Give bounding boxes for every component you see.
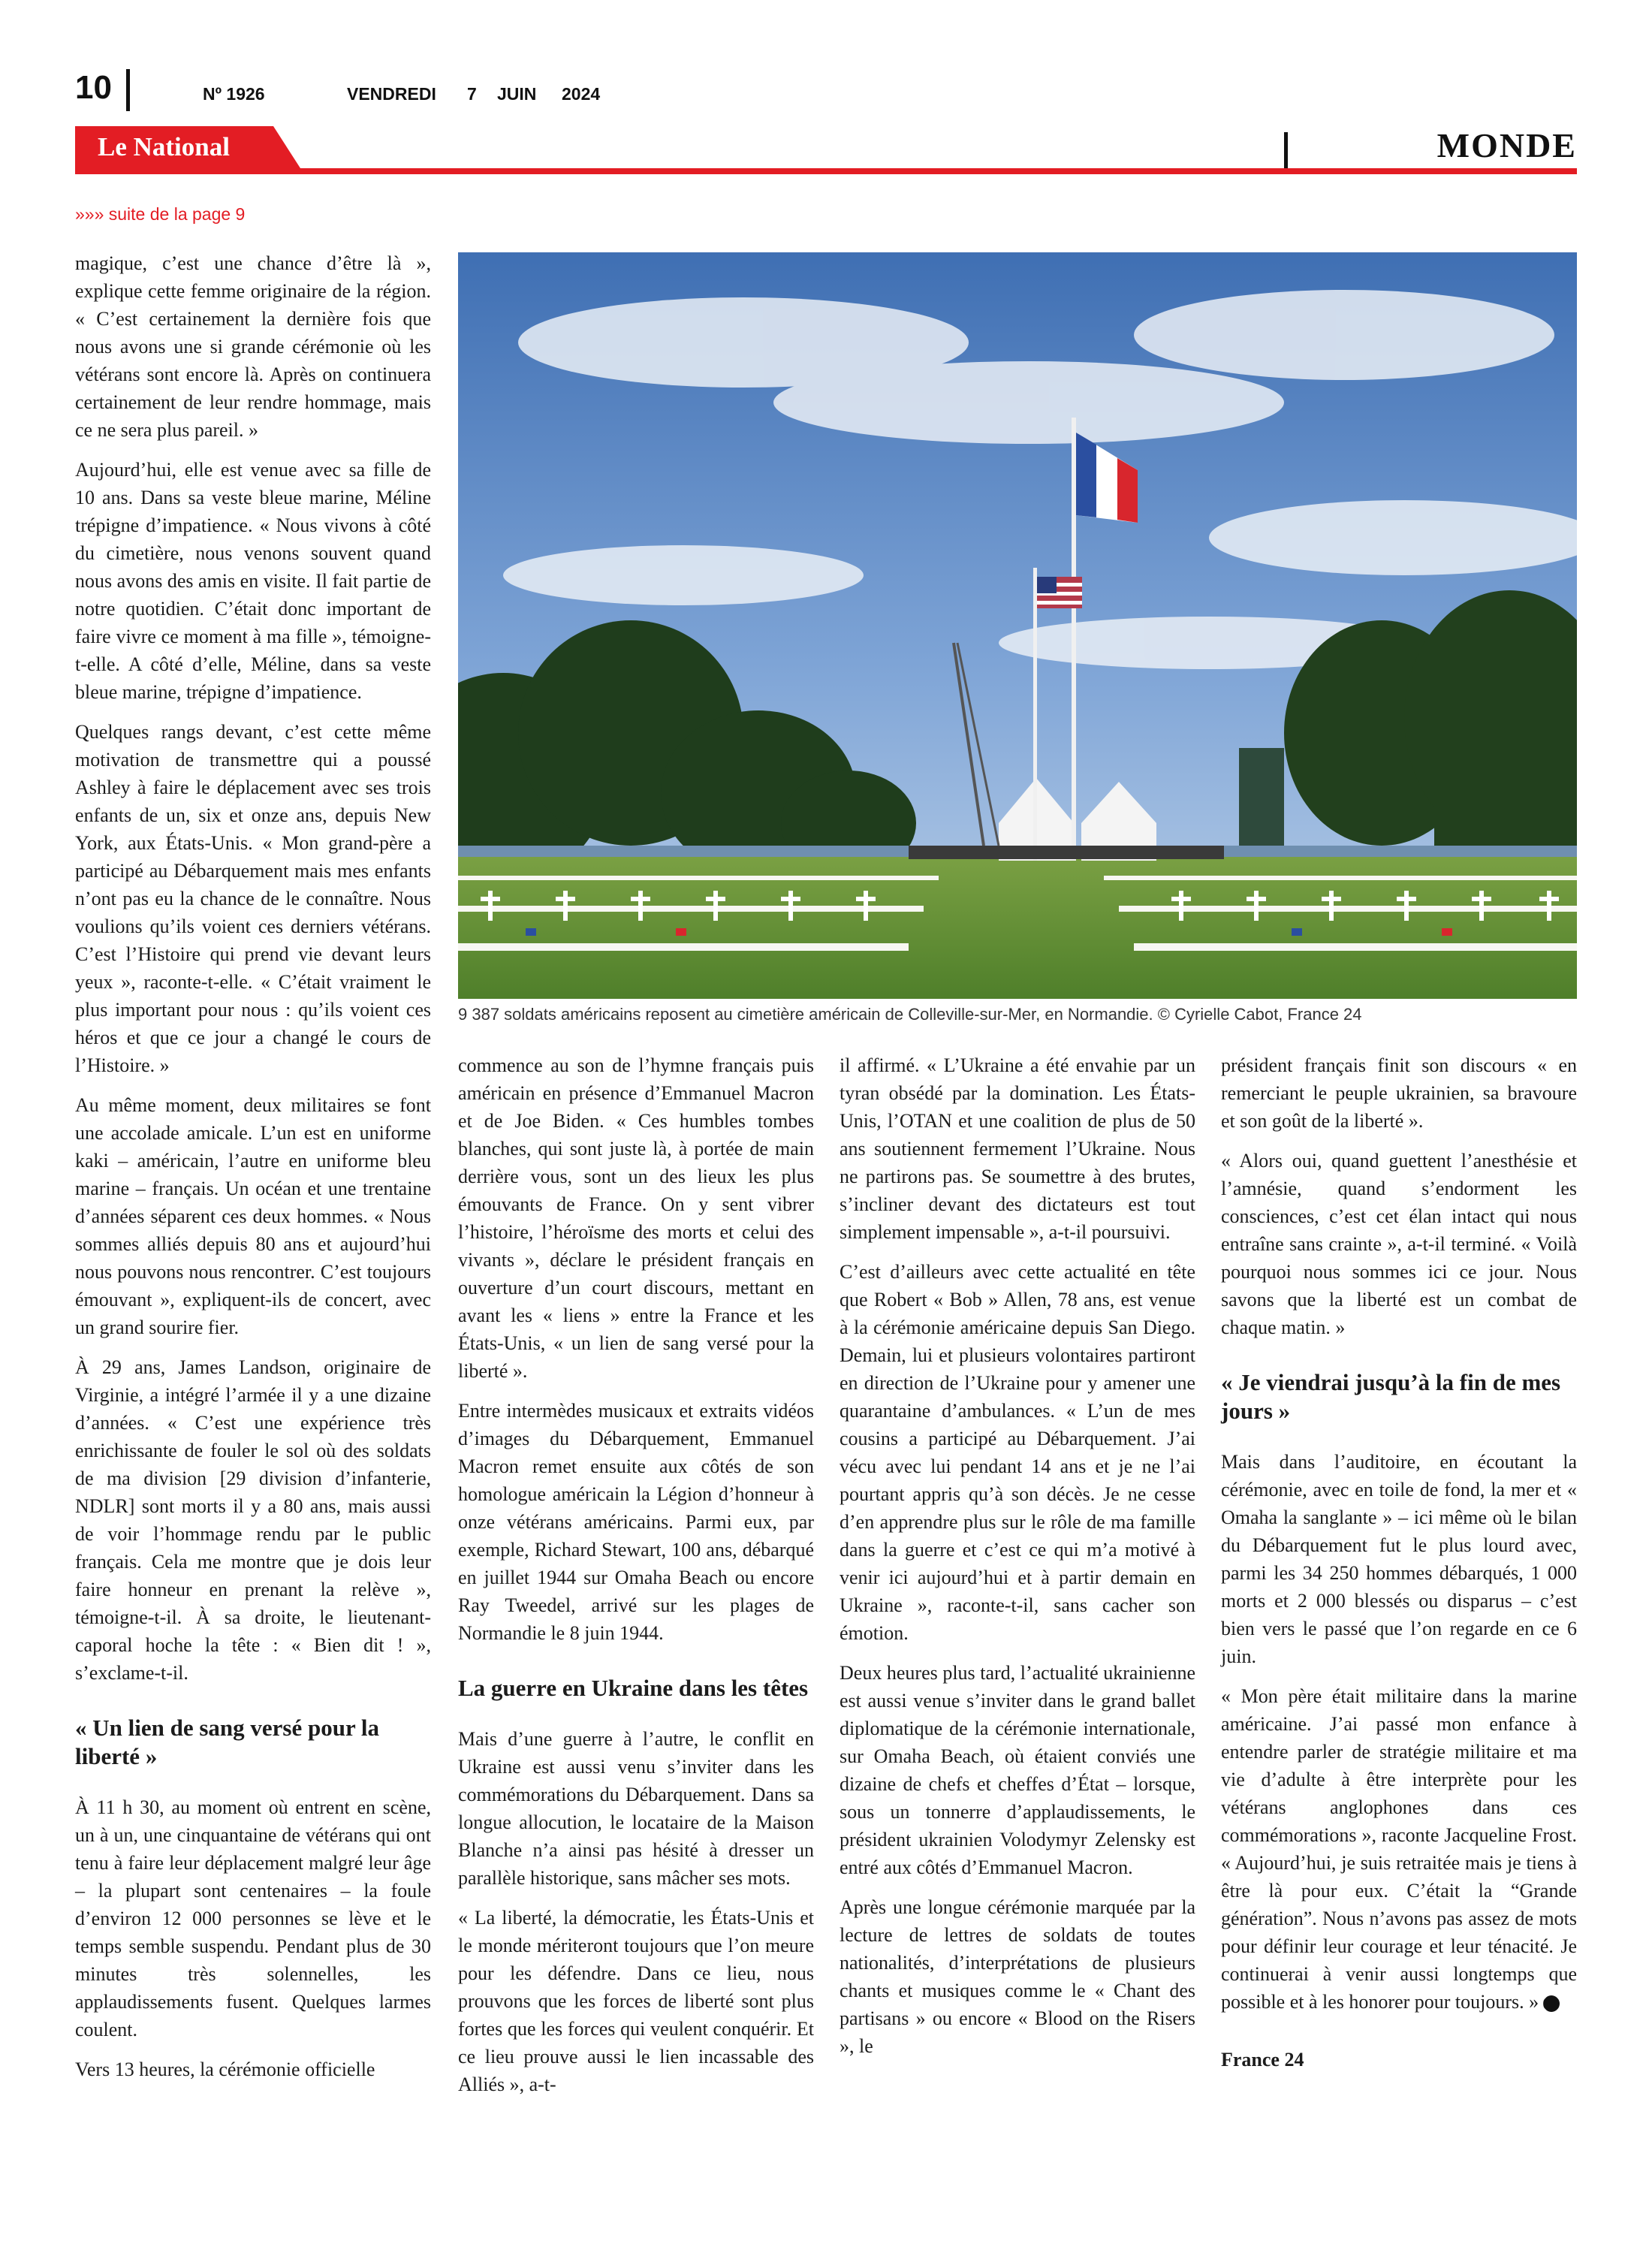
issue-year: 2024 [562,84,601,104]
page-number-divider [126,69,130,111]
page-number: 10 [75,69,112,106]
paragraph: Au même moment, deux militaires se font une accolade amicale. L’un est en uniforme kaki – américain, l’autre en uniforme bleu marine – français. Un océan et une trentaine d’années séparent ces deux hommes. « Nous sommes alliés depuis 80 ans et aujourd’hui nous pouvons nous rencontrer. C’est toujours émouvant », expliquent-ils de concert, avec un grand sourire fier. [75,1094,431,1338]
paragraph: Mais d’une guerre à l’autre, le conflit en Ukraine est aussi venu s’inviter dans les commémorations du Débarquement. Dans sa longue allocution, le locataire de la Maison Blanche n’a ainsi pas hésité à dresser un parallèle historique, sans mâcher ses mots. [458,1728,814,1889]
end-of-article-icon [1543,1995,1560,2012]
paragraph: « La liberté, la démocratie, les États-Unis et le monde mériteront toujours que l’on meure pour les défendre. Dans ce lieu, nous prouvons que les forces de liberté sont plus fortes que les forces qui veulent conquérir. Et ce lieu prouve aussi le lien incassable des Alliés », a-t- [458,1907,814,2095]
header-rule [75,168,1577,174]
paragraph: À 29 ans, James Landson, originaire de Virginie, a intégré l’armée il y a une dizaine d’années. « C’est une expérience très enrichissante de fouler le sol où des soldats de ma division [29 division d’infanterie, NDLR] sont morts il y a 80 ans, mais aussi de voir l’hommage rendu par le public français. Cela me montre que je dois leur faire honneur en prenant la relève », témoigne-t-il. À sa droite, le lieutenant-caporal hoche la tête : « Bien dit ! », s’exclame-t-il. [75,1356,431,1684]
paragraph: Après une longue cérémonie marquée par la lecture de lettres de soldats de toutes nationalités, d’interprétations de plusieurs chants et musiques comme le « Chant des partisans » ou encore « Blood on the Risers », le [840,1896,1195,2057]
section-divider [1284,132,1288,168]
paragraph: commence au son de l’hymne français puis américain en présence d’Emmanuel Macron et de Joe Biden. « Ces humbles tombes blanches, qui sont juste là, à portée de main derrière vous, sont un des lieux les plus émouvants de France. On y sent vibrer l’histoire, l’héroïsme des morts et celui des vivants », déclare le président français en ouverture d’un court discours, mettant en avant les « liens » entre la France et les États-Unis, « un lien de sang versé pour la liberté ». [458,1054,814,1382]
paragraph: « Alors oui, quand guettent l’anesthésie et l’amnésie, quand s’endorment les consciences, c’est cet élan intact qui nous entraîne sans crainte », a-t-il terminé. « Voilà pourquoi nous sommes ici ce jour. Nous savons que la liberté est un combat de chaque matin. » [1221,1150,1577,1338]
paragraph: Mais dans l’auditoire, en écoutant la cérémonie, avec en toile de fond, la mer et « Omaha la sanglante » – ici même où le bilan du Débarquement fut le plus lourd avec, parmi les 34 250 hommes débarqués, 1 000 morts et 2 000 blessés ou disparus – c’est bien vers le passé que l’on regarde en ce 6 juin. [1221,1451,1577,1667]
article-column-1 [75,249,431,2095]
subheading: « Je viendrai jusqu’à la fin de mes jours » [1221,1369,1561,1424]
issue-day: 7 [467,84,477,104]
paragraph-last [1221,1682,1577,2016]
paragraph-text: « Mon père était militaire dans la marine américaine. J’ai passé mon enfance à entendre parler de stratégie militaire et ma vie d’adulte à être interprète pour les vétérans anglophones dans ces commémorations », raconte Jacqueline Frost. « Aujourd’hui, je suis retraitée mais je tiens à être là pour eux. C’était la “Grande génération”. Nous n’avons pas assez de mots pour définir leur courage et leur ténacité. Je continuerai à venir aussi longtemps que possible et à les honorer pour toujours. » [1221,1685,1577,2013]
paragraph: Entre intermèdes musicaux et extraits vidéos d’images du Débarquement, Emmanuel Macron remet ensuite aux côtés de son homologue américain la Légion d’honneur à onze vétérans américains. Parmi eux, par exemple, Richard Stewart, 100 ans, débarqué en juillet 1944 sur Omaha Beach ou encore Ray Tweedel, arrivé sur les plages de Normandie le 8 juin 1944. [458,1400,814,1644]
article-column-4 [1221,1051,1577,2086]
continued-from-label: »»» suite de la page 9 [75,204,246,224]
paragraph: Aujourd’hui, elle est venue avec sa fille de 10 ans. Dans sa veste bleue marine, Méline trépigne d’impatience. « Nous vivons à côté du cimetière, nous venons souvent quand nous avons des amis en visite. Il fait partie de notre quotidien. C’était donc important de faire vivre ce moment à ma fille », témoigne-t-elle. A côté d’elle, Méline, dans sa veste bleue marine, trépigne d’impatience. [75,459,431,703]
article-column-2 [458,1051,814,2110]
article-column-3 [840,1051,1195,2072]
paragraph: À 11 h 30, au moment où entrent en scène, un à un, une cinquantaine de vétérans qui ont tenu à faire leur déplacement malgré leur âge – la plupart sont centenaires – la foule d’environ 12 000 personnes se lève et le temps semble suspendu. Pendant plus de 30 minutes très solennelles, les applaudissements fusent. Quelques larmes coulent. [75,1796,431,2040]
paragraph: C’est d’ailleurs avec cette actualité en tête que Robert « Bob » Allen, 78 ans, est venue à la cérémonie américaine depuis San Diego. Demain, lui et plusieurs volontaires partiront en direction de l’Ukraine pour y amener une quarantaine d’ambulances. « L’un de mes cousins a participé au Débarquement. J’ai vécu avec lui pendant 14 ans et je ne l’ai pourtant appris qu’à son décès. Je ne cesse d’en apprendre plus sur le rôle de ma famille dans la guerre et c’est ce qui m’a motivé à venir ici aujourd’hui et à partir demain en Ukraine », raconte-t-il, sans cacher son émotion. [840,1261,1195,1644]
section-title: MONDE [1436,126,1577,164]
paragraph: il affirmé. « L’Ukraine a été envahie par un tyran obsédé par la domination. Les États-Unis, l’OTAN et une coalition de plus de 50 ans soutiennent fermement l’Ukraine. Nous ne partirons pas. Se soumettre à des brutes, s’incliner devant des dictateurs est tout simplement impensable », a-t-il poursuivi. [840,1054,1195,1243]
subheading: La guerre en Ukraine dans les têtes [458,1675,809,1701]
paragraph: Vers 13 heures, la cérémonie officielle [75,2058,375,2080]
issue-weekday: VENDREDI [347,84,436,104]
paragraph: président français finit son discours « en remerciant le peuple ukrainien, sa bravoure et son goût de la liberté ». [1221,1054,1577,1132]
paragraph: Deux heures plus tard, l’actualité ukrainienne est aussi venue s’inviter dans le grand ballet diplomatique de la cérémonie internationale, sur Omaha Beach, où étaient conviés une dizaine de chefs et cheffes d’État – lorsque, sous un tonnerre d’applaudissements, le président ukrainien Volodymyr Zelensky est entré aux côtés d’Emmanuel Macron. [840,1662,1195,1878]
issue-number: Nº 1926 [203,84,265,104]
issue-month: JUIN [497,84,537,104]
cemetery-photo [458,252,1577,999]
article-source: France 24 [1221,2049,1304,2071]
paragraph: Quelques rangs devant, c’est cette même motivation de transmettre qui a poussé Ashley à faire le déplacement avec ses trois enfants de un, six et onze ans, depuis New York, aux États-Unis. « Mon grand-père a participé au Débarquement mais mes enfants n’ont pas eu la chance de le connaître. Nous voulions qu’ils voient ces derniers vétérans. C’est l’Histoire qui prend vie devant leurs yeux », raconte-t-elle. « C’était vraiment le plus important pour nous : qu’ils voient ces héros et que ce jour a changé le cours de l’Histoire. » [75,721,431,1076]
subheading: « Un lien de sang versé pour la liberté » [75,1715,380,1769]
paragraph: magique, c’est une chance d’être là », explique cette femme originaire de la région. « C’est certainement la dernière fois que nous avons une si grande cérémonie où les vétérans sont encore là. Après on continuera certainement de leur rendre hommage, mais ce ne sera plus pareil. » [75,252,431,441]
photo-caption: 9 387 soldats américains reposent au cimetière américain de Colleville-sur-Mer, en Normandie. © Cyrielle Cabot, France 24 [458,1005,1362,1024]
newspaper-logo: Le National [98,132,230,161]
